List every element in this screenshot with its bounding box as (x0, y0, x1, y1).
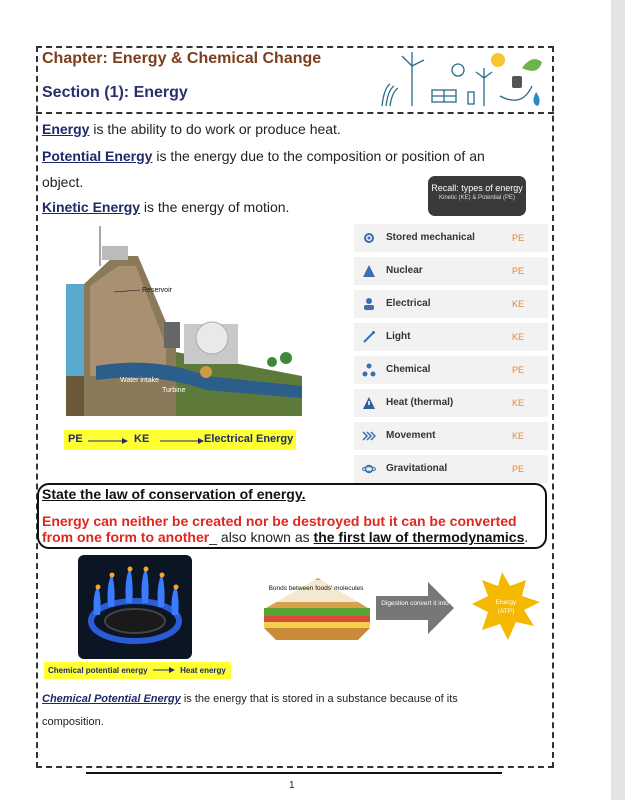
footer-rule (86, 772, 502, 774)
definition-kinetic-energy (42, 199, 289, 215)
gas-flame-image (78, 555, 192, 659)
law-end-text: . (524, 529, 529, 545)
flame-caption (44, 662, 231, 679)
radiation-icon (362, 264, 376, 278)
energy-name: Movement (386, 430, 436, 441)
warning-icon (362, 396, 376, 410)
caption-chemical-potential: Chemical potential energy (48, 666, 148, 675)
reservoir-label: Reservoir (142, 287, 172, 294)
definition-text: is the energy due to the composition or position of an (152, 148, 485, 164)
energy-type: KE (512, 299, 525, 309)
list-item (354, 389, 548, 417)
energy-name: Light (386, 331, 411, 342)
law-red-text: from one form to another (42, 529, 210, 545)
section-title: Section (1): Energy (42, 84, 188, 101)
law-title: State the law of conservation of energy. (42, 486, 306, 502)
energy-name: Stored mechanical (386, 232, 475, 243)
arrow-icon (88, 438, 128, 444)
definition-text: is the energy that is stored in a substance because of its (180, 693, 458, 705)
list-item (354, 323, 548, 351)
digestion-arrow-label: Digestion convert it into (381, 600, 449, 607)
definition-energy (42, 121, 341, 137)
wand-icon (362, 330, 376, 344)
planet-icon (362, 462, 376, 476)
energy-types-list (354, 224, 548, 488)
hydroelectric-dam-diagram (66, 226, 302, 416)
definition-text: is the ability to do work or produce heat. (89, 121, 341, 137)
arrows-icon (362, 429, 376, 443)
list-item (354, 356, 548, 384)
definition-potential-energy (42, 148, 485, 164)
energy-type: PE (512, 464, 525, 474)
chain-electrical: Electrical Energy (204, 433, 294, 445)
energy-name: Gravitational (386, 463, 448, 474)
header-divider (36, 112, 554, 114)
term-chemical-potential-energy: Chemical Potential Energy (42, 693, 181, 705)
recall-subtitle: Kinetic (KE) & Potential (PE) (438, 195, 516, 201)
star-label-energy: Energy (495, 599, 517, 606)
energy-name: Heat (thermal) (386, 397, 454, 408)
caption-heat-energy: Heat energy (180, 666, 226, 675)
arrow-icon (153, 667, 175, 673)
arrow-icon (160, 438, 204, 444)
energy-type: PE (512, 365, 525, 375)
gear-icon (362, 231, 376, 245)
star-label-atp: (ATP) (497, 608, 515, 615)
energy-name: Electrical (386, 298, 431, 309)
energy-name: Nuclear (386, 265, 423, 276)
page-edge (611, 0, 625, 800)
list-item (354, 224, 548, 252)
definition-text: composition. (42, 716, 104, 728)
term-potential-energy: Potential Energy (42, 148, 153, 164)
sandwich-label: Bonds between foods' molecules (268, 585, 364, 592)
law-statement-line1: Energy can neither be created nor be destroyed but it can be converted (42, 513, 517, 529)
definition-text: is the energy of motion. (140, 199, 290, 215)
turbine-label: Turbine (162, 387, 186, 394)
list-item (354, 257, 548, 285)
list-item (354, 455, 548, 483)
energy-type: PE (512, 233, 525, 243)
recall-box (428, 176, 526, 216)
law-statement-line2 (42, 529, 528, 545)
page-number: 1 (289, 780, 295, 791)
term-kinetic-energy: Kinetic Energy (42, 199, 141, 215)
energy-type: KE (512, 332, 525, 342)
plug-icon (362, 297, 376, 311)
list-item (354, 290, 548, 318)
definition-continuation (42, 174, 83, 190)
list-item (354, 422, 548, 450)
food-energy-diagram (258, 568, 554, 648)
energy-type: KE (512, 398, 525, 408)
law-mid-text: _ also known as (209, 529, 314, 545)
energy-type: KE (512, 431, 525, 441)
energy-name: Chemical (386, 364, 431, 375)
recall-title: Recall: types of energy (431, 183, 523, 193)
chemical-potential-definition (42, 688, 512, 734)
molecule-icon (362, 363, 376, 377)
chain-pe: PE (68, 433, 83, 445)
law-first-law-text: the first law of thermodynamics (313, 529, 525, 545)
chain-ke: KE (134, 433, 150, 445)
water-intake-label: Water intake (120, 377, 160, 384)
chapter-title: Chapter: Energy & Chemical Change (42, 50, 322, 67)
energy-chain-highlight (64, 430, 296, 450)
definition-text: object. (42, 174, 84, 190)
energy-type: PE (512, 266, 525, 276)
term-energy: Energy (42, 121, 90, 137)
energy-illustration (372, 48, 548, 110)
